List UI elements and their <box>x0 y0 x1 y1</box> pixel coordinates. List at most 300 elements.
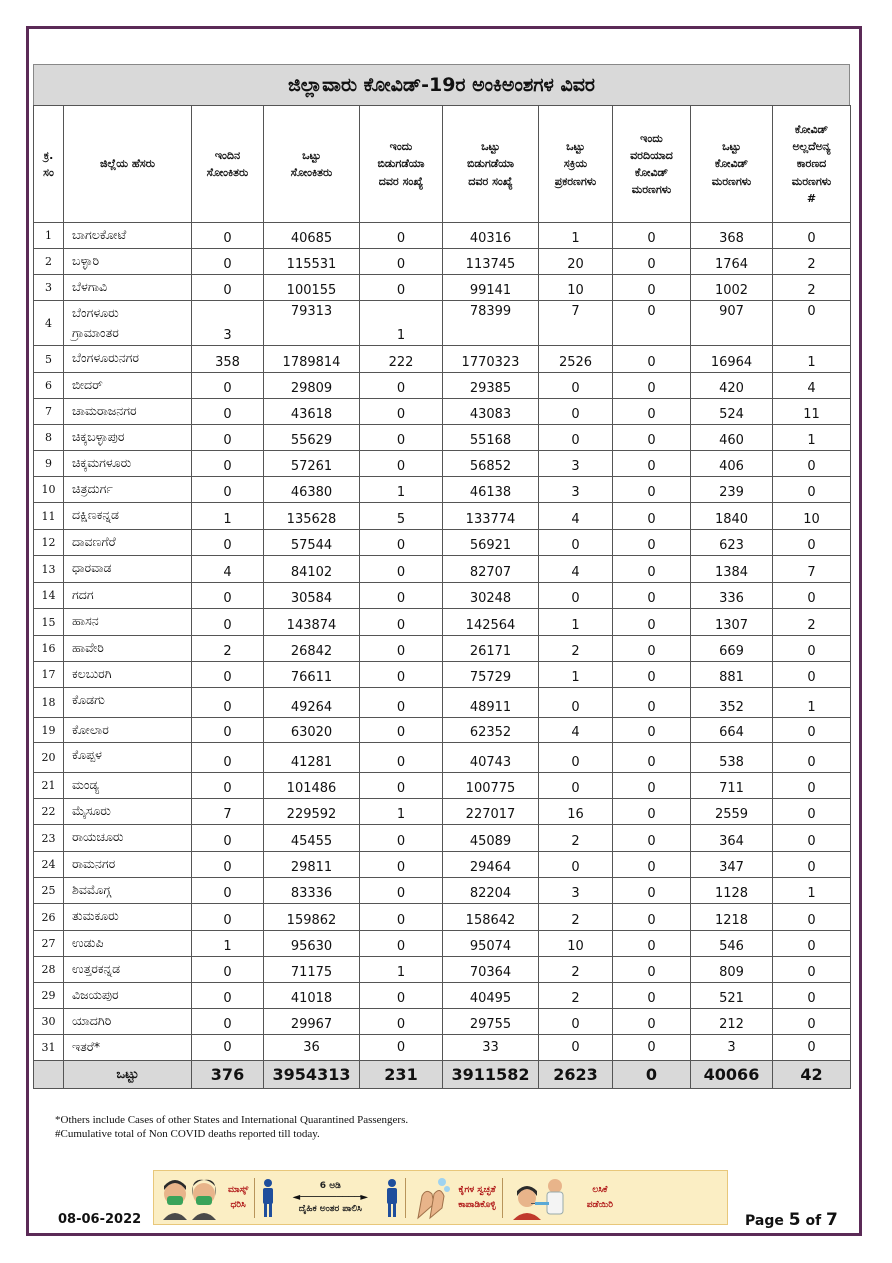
cell-today-deaths: 0 <box>613 301 691 346</box>
cell-today-discharged: 0 <box>360 636 443 662</box>
row-district <box>64 275 192 301</box>
header-line: ವರದಿಯಾದ <box>630 148 673 162</box>
cell-total-positive: 95630 <box>264 931 360 957</box>
cell-today-deaths: 0 <box>613 530 691 556</box>
district-name-line: ಬೀದರ್ <box>72 377 103 392</box>
footnote-others: *Others include Cases of other States and International Quarantined Passengers. <box>55 1114 409 1126</box>
banner-mask-section <box>154 1171 254 1224</box>
cell-non-covid-deaths: 4 <box>773 373 851 399</box>
cell-total-positive: 40685 <box>264 223 360 249</box>
cell-total-discharged: 99141 <box>443 275 539 301</box>
cell-total-positive: 26842 <box>264 636 360 662</box>
cell-today-positive: 0 <box>192 425 264 451</box>
double-arrow-icon: ◄──────────► <box>292 1191 369 1203</box>
header-line: ಮರಣಗಳು <box>711 174 752 188</box>
cell-total-deaths: 1764 <box>691 249 773 275</box>
cell-total-positive: 84102 <box>264 556 360 583</box>
row-district <box>64 249 192 275</box>
cell-today-discharged: 0 <box>360 1009 443 1035</box>
row-serial: 3 <box>34 275 64 301</box>
cell-total-deaths: 352 <box>691 688 773 718</box>
district-name-line: ಧಾರವಾಡ <box>72 560 112 575</box>
cell-total-discharged: 133774 <box>443 503 539 530</box>
cell-non-covid-deaths: 2 <box>773 275 851 301</box>
row-serial: 29 <box>34 983 64 1009</box>
cell-non-covid-deaths: 0 <box>773 530 851 556</box>
row-district <box>64 983 192 1009</box>
cell-today-positive: 0 <box>192 825 264 852</box>
row-serial: 21 <box>34 773 64 799</box>
vaccination-icon <box>509 1176 571 1220</box>
cell-today-positive: 0 <box>192 451 264 477</box>
row-district <box>64 609 192 636</box>
cell-active: 2 <box>539 904 613 931</box>
cell-today-discharged: 0 <box>360 556 443 583</box>
cell-today-deaths: 0 <box>613 931 691 957</box>
cell-today-discharged: 0 <box>360 878 443 904</box>
cell-total-deaths: 364 <box>691 825 773 852</box>
cell-active: 20 <box>539 249 613 275</box>
row-district <box>64 477 192 503</box>
cell-today-deaths: 0 <box>613 249 691 275</box>
header-today-positive <box>192 106 264 223</box>
district-name-line: ಯಾದಗಿರಿ <box>72 1013 112 1028</box>
cell-total-discharged: 29464 <box>443 852 539 878</box>
banner-hands-section <box>406 1171 501 1224</box>
row-serial: 10 <box>34 477 64 503</box>
district-name-line: ಗ್ರಾಮಾಂತರ <box>72 325 119 340</box>
cell-today-positive: 0 <box>192 399 264 425</box>
table-row <box>34 556 851 583</box>
district-name-line: ಚಿತ್ರದುರ್ಗ <box>72 481 113 496</box>
header-line: ಸೋಂಕಿತರು <box>290 166 333 179</box>
cell-total-discharged: 95074 <box>443 931 539 957</box>
cell-total-positive: 30584 <box>264 583 360 609</box>
row-district <box>64 1035 192 1061</box>
cell-total-discharged: 1770323 <box>443 346 539 373</box>
row-serial: 27 <box>34 931 64 957</box>
cell-today-positive: 0 <box>192 773 264 799</box>
cell-today-discharged: 0 <box>360 1035 443 1061</box>
cell-total-positive: 49264 <box>264 688 360 718</box>
cell-total-positive: 159862 <box>264 904 360 931</box>
cell-today-discharged: 222 <box>360 346 443 373</box>
cell-today-discharged: 0 <box>360 825 443 852</box>
table-row <box>34 583 851 609</box>
row-district <box>64 662 192 688</box>
district-name-line: ಉಡುಪಿ <box>72 935 104 950</box>
cell-non-covid-deaths: 1 <box>773 878 851 904</box>
cell-today-deaths: 0 <box>613 275 691 301</box>
cell-total-deaths: 406 <box>691 451 773 477</box>
cell-today-deaths: 0 <box>613 662 691 688</box>
cell-today-deaths: 0 <box>613 636 691 662</box>
cell-today-deaths: 0 <box>613 609 691 636</box>
person-left-icon <box>261 1178 275 1218</box>
row-district <box>64 530 192 556</box>
header-line: ಇಂದು <box>389 140 413 154</box>
cell-total-deaths: 809 <box>691 957 773 983</box>
cell-total-deaths: 521 <box>691 983 773 1009</box>
cell-non-covid-deaths: 0 <box>773 636 851 662</box>
row-district <box>64 451 192 477</box>
row-serial: 30 <box>34 1009 64 1035</box>
cell-total-deaths: 212 <box>691 1009 773 1035</box>
cell-total-deaths: 664 <box>691 718 773 743</box>
district-name-line: ಹಾವೇರಿ <box>72 640 104 655</box>
district-name-line: ಹಾಸನ <box>72 613 99 628</box>
cell-non-covid-deaths: 0 <box>773 1035 851 1061</box>
table-row <box>34 743 851 773</box>
cell-total-discharged: 43083 <box>443 399 539 425</box>
header-line: ಒಟ್ಟು <box>302 148 321 162</box>
table-row <box>34 275 851 301</box>
row-district <box>64 1009 192 1035</box>
cell-non-covid-deaths: 0 <box>773 773 851 799</box>
cell-active: 2526 <box>539 346 613 373</box>
row-district <box>64 718 192 743</box>
header-line: ಒಟ್ಟು <box>566 140 585 154</box>
cell-non-covid-deaths: 0 <box>773 301 851 346</box>
header-line: ಸೋಂಕಿತರು <box>206 166 249 179</box>
cell-today-discharged: 0 <box>360 688 443 718</box>
page-indicator: Page 5 of 7 <box>745 1210 838 1230</box>
row-serial: 16 <box>34 636 64 662</box>
header-line: ಜಿಲ್ಲೆಯ ಹೆಸರು <box>99 157 156 171</box>
header-line: ಕಾರಣದ <box>796 157 827 171</box>
cell-total-discharged: 29755 <box>443 1009 539 1035</box>
cell-total-positive: 135628 <box>264 503 360 530</box>
total-sl-cell <box>34 1061 64 1089</box>
cell-non-covid-deaths: 11 <box>773 399 851 425</box>
cell-today-positive: 0 <box>192 373 264 399</box>
cell-today-positive: 0 <box>192 852 264 878</box>
cell-total-deaths: 2559 <box>691 799 773 825</box>
cell-today-discharged: 0 <box>360 662 443 688</box>
row-district <box>64 957 192 983</box>
row-serial: 22 <box>34 799 64 825</box>
row-district <box>64 399 192 425</box>
cell-non-covid-deaths: 1 <box>773 688 851 718</box>
district-name-line: ಚಿಕ್ಕಬಳ್ಳಾಪುರ <box>72 429 125 444</box>
district-name-line: ದಕ್ಷಿಣಕನ್ನಡ <box>72 507 119 522</box>
cell-today-discharged: 1 <box>360 301 443 346</box>
table-row <box>34 301 851 346</box>
cell-total-positive: 29967 <box>264 1009 360 1035</box>
header-today-discharged <box>360 106 443 223</box>
total-total-deaths: 40066 <box>691 1061 773 1089</box>
cell-today-deaths: 0 <box>613 718 691 743</box>
row-serial: 19 <box>34 718 64 743</box>
row-district <box>64 583 192 609</box>
cell-today-positive: 0 <box>192 662 264 688</box>
row-serial: 28 <box>34 957 64 983</box>
cell-today-discharged: 0 <box>360 609 443 636</box>
header-total-discharged <box>443 106 539 223</box>
cell-total-deaths: 524 <box>691 399 773 425</box>
row-serial: 24 <box>34 852 64 878</box>
row-district <box>64 425 192 451</box>
cell-total-positive: 57261 <box>264 451 360 477</box>
total-total-discharged: 3911582 <box>443 1061 539 1089</box>
header-line: # <box>806 191 817 205</box>
cell-non-covid-deaths: 0 <box>773 583 851 609</box>
cell-active: 3 <box>539 878 613 904</box>
row-district <box>64 636 192 662</box>
cell-total-discharged: 158642 <box>443 904 539 931</box>
row-district <box>64 373 192 399</box>
table-row <box>34 477 851 503</box>
row-serial: 4 <box>34 301 64 346</box>
table-row <box>34 931 851 957</box>
header-line: ಮರಣಗಳು <box>791 174 832 188</box>
header-line: ಕೋವಿಡ್ <box>794 123 829 137</box>
district-name-line: ಕೋಲಾರ <box>72 722 109 737</box>
cell-today-discharged: 0 <box>360 718 443 743</box>
district-name-line: ಬೆಂಗಳೂರು <box>72 305 119 320</box>
covid-appropriate-behaviour-banner <box>153 1170 728 1225</box>
district-covid-table <box>33 105 851 1089</box>
cell-total-deaths: 623 <box>691 530 773 556</box>
cell-today-positive: 0 <box>192 878 264 904</box>
cell-total-positive: 1789814 <box>264 346 360 373</box>
cell-total-positive: 143874 <box>264 609 360 636</box>
cell-today-discharged: 0 <box>360 249 443 275</box>
total-non-covid-deaths: 42 <box>773 1061 851 1089</box>
cell-non-covid-deaths: 10 <box>773 503 851 530</box>
cell-non-covid-deaths: 7 <box>773 556 851 583</box>
row-serial: 2 <box>34 249 64 275</box>
cell-non-covid-deaths: 0 <box>773 931 851 957</box>
cell-total-positive: 63020 <box>264 718 360 743</box>
header-line: ಇಂದಿನ <box>214 148 241 162</box>
district-name-line: ಚಿಕ್ಕಮಗಳೂರು <box>72 455 132 470</box>
district-name-line: ವಿಜಯಪುರ <box>72 987 119 1002</box>
header-non-covid-deaths <box>773 106 851 223</box>
row-serial: 31 <box>34 1035 64 1061</box>
header-line: ಮರಣಗಳು <box>631 183 672 197</box>
cell-total-positive: 41018 <box>264 983 360 1009</box>
table-row <box>34 852 851 878</box>
table-row <box>34 718 851 743</box>
cell-active: 0 <box>539 773 613 799</box>
table-header-row <box>34 106 851 223</box>
cell-active: 0 <box>539 688 613 718</box>
report-date: 08-06-2022 <box>58 1212 142 1227</box>
cell-today-discharged: 1 <box>360 799 443 825</box>
cell-active: 0 <box>539 399 613 425</box>
table-title: ಜಿಲ್ಲಾವಾರು ಕೋವಿಡ್-19ರ ಅಂಕಿಅಂಶಗಳ ವಿವರ <box>33 64 850 106</box>
cell-non-covid-deaths: 0 <box>773 477 851 503</box>
cell-today-positive: 7 <box>192 799 264 825</box>
total-row <box>34 1061 851 1089</box>
row-district <box>64 346 192 373</box>
row-serial: 9 <box>34 451 64 477</box>
cell-non-covid-deaths: 2 <box>773 249 851 275</box>
row-district <box>64 223 192 249</box>
cell-non-covid-deaths: 1 <box>773 425 851 451</box>
cell-total-discharged: 40316 <box>443 223 539 249</box>
cell-total-positive: 36 <box>264 1035 360 1061</box>
cell-total-deaths: 3 <box>691 1035 773 1061</box>
header-district <box>64 106 192 223</box>
header-line: ಇಂದು <box>640 131 663 145</box>
cell-total-discharged: 113745 <box>443 249 539 275</box>
cell-active: 0 <box>539 852 613 878</box>
cell-active: 0 <box>539 425 613 451</box>
cell-today-discharged: 0 <box>360 223 443 249</box>
header-line: ಒಟ್ಟು <box>481 140 500 154</box>
row-serial: 23 <box>34 825 64 852</box>
cell-total-positive: 76611 <box>264 662 360 688</box>
cell-today-discharged: 0 <box>360 852 443 878</box>
row-serial: 20 <box>34 743 64 773</box>
cell-non-covid-deaths: 0 <box>773 799 851 825</box>
table-row <box>34 346 851 373</box>
cell-today-deaths: 0 <box>613 503 691 530</box>
cell-today-positive: 1 <box>192 931 264 957</box>
cell-today-deaths: 0 <box>613 688 691 718</box>
distance-caption: 6 ಅಡಿ ◄──────────► ದೈಹಿಕ ಅಂತರ ಪಾಲಿಸಿ <box>275 1179 385 1217</box>
cell-today-positive: 358 <box>192 346 264 373</box>
row-serial: 14 <box>34 583 64 609</box>
row-serial: 26 <box>34 904 64 931</box>
cell-today-discharged: 0 <box>360 743 443 773</box>
cell-today-positive: 0 <box>192 1035 264 1061</box>
table-row <box>34 530 851 556</box>
cell-today-positive: 3 <box>192 301 264 346</box>
total-today-deaths: 0 <box>613 1061 691 1089</box>
cell-total-discharged: 82707 <box>443 556 539 583</box>
cell-today-positive: 2 <box>192 636 264 662</box>
district-name-line: ಬೆಳಗಾವಿ <box>72 279 108 294</box>
cell-non-covid-deaths: 0 <box>773 451 851 477</box>
district-name-line: ರಾಮನಗರ <box>72 856 116 871</box>
row-district <box>64 773 192 799</box>
cell-total-deaths: 1218 <box>691 904 773 931</box>
table-row <box>34 662 851 688</box>
cell-total-discharged: 40743 <box>443 743 539 773</box>
cell-non-covid-deaths: 2 <box>773 609 851 636</box>
cell-today-discharged: 0 <box>360 773 443 799</box>
cell-active: 4 <box>539 718 613 743</box>
cell-non-covid-deaths: 0 <box>773 662 851 688</box>
cell-non-covid-deaths: 0 <box>773 718 851 743</box>
cell-active: 3 <box>539 451 613 477</box>
cell-non-covid-deaths: 1 <box>773 346 851 373</box>
cell-today-positive: 0 <box>192 743 264 773</box>
cell-total-deaths: 881 <box>691 662 773 688</box>
cell-today-discharged: 1 <box>360 477 443 503</box>
cell-total-positive: 79313 <box>264 301 360 346</box>
table-row <box>34 1009 851 1035</box>
row-district <box>64 556 192 583</box>
table-row <box>34 223 851 249</box>
cell-total-discharged: 46138 <box>443 477 539 503</box>
cell-non-covid-deaths: 0 <box>773 743 851 773</box>
cell-total-deaths: 1840 <box>691 503 773 530</box>
district-name-line: ಬಾಗಲಕೋಟೆ <box>72 227 127 242</box>
cell-today-deaths: 0 <box>613 223 691 249</box>
cell-today-positive: 0 <box>192 983 264 1009</box>
cell-total-discharged: 40495 <box>443 983 539 1009</box>
cell-today-discharged: 0 <box>360 399 443 425</box>
cell-total-discharged: 56852 <box>443 451 539 477</box>
district-name-line: ಉತ್ತರಕನ್ನಡ <box>72 961 121 976</box>
cell-total-positive: 229592 <box>264 799 360 825</box>
cell-today-positive: 0 <box>192 275 264 301</box>
header-line: ದವರ ಸಂಖ್ಯೆ <box>378 174 424 188</box>
row-district <box>64 931 192 957</box>
cell-today-positive: 0 <box>192 477 264 503</box>
cell-today-discharged: 0 <box>360 451 443 477</box>
table-row <box>34 799 851 825</box>
cell-active: 0 <box>539 1035 613 1061</box>
district-name-line: ಮೈಸೂರು <box>72 803 111 818</box>
header-line: ಕೋವಿಡ್ <box>634 166 669 179</box>
cell-total-discharged: 100775 <box>443 773 539 799</box>
district-name-line: ಇತರೆ* <box>72 1039 101 1054</box>
cell-total-positive: 100155 <box>264 275 360 301</box>
table-row <box>34 825 851 852</box>
cell-active: 2 <box>539 983 613 1009</box>
district-name-line: ದಾವಣಗೆರೆ <box>72 534 116 549</box>
header-line: ಕೋವಿಡ್ <box>714 157 749 171</box>
header-line: ಒಟ್ಟು <box>722 140 741 154</box>
cell-today-deaths: 0 <box>613 346 691 373</box>
cell-total-discharged: 33 <box>443 1035 539 1061</box>
cell-total-positive: 101486 <box>264 773 360 799</box>
district-name-line: ಗದಗ <box>72 587 94 602</box>
page-total: 7 <box>826 1210 838 1230</box>
cell-total-discharged: 142564 <box>443 609 539 636</box>
header-line: ಕ್ರ. <box>43 148 54 162</box>
row-district <box>64 743 192 773</box>
cell-total-discharged: 26171 <box>443 636 539 662</box>
cell-active: 1 <box>539 662 613 688</box>
cell-today-discharged: 0 <box>360 275 443 301</box>
cell-today-discharged: 0 <box>360 904 443 931</box>
cell-non-covid-deaths: 0 <box>773 957 851 983</box>
row-district <box>64 688 192 718</box>
cell-total-deaths: 546 <box>691 931 773 957</box>
row-serial: 5 <box>34 346 64 373</box>
cell-today-positive: 0 <box>192 530 264 556</box>
cell-total-discharged: 30248 <box>443 583 539 609</box>
cell-total-discharged: 75729 <box>443 662 539 688</box>
cell-total-positive: 29809 <box>264 373 360 399</box>
header-sl <box>34 106 64 223</box>
cell-total-deaths: 239 <box>691 477 773 503</box>
total-today-discharged: 231 <box>360 1061 443 1089</box>
cell-active: 2 <box>539 636 613 662</box>
table-row <box>34 957 851 983</box>
cell-total-deaths: 538 <box>691 743 773 773</box>
cell-total-deaths: 1002 <box>691 275 773 301</box>
row-serial: 13 <box>34 556 64 583</box>
cell-total-positive: 57544 <box>264 530 360 556</box>
table-row <box>34 878 851 904</box>
cell-active: 10 <box>539 275 613 301</box>
district-name-line: ಶಿವಮೊಗ್ಗ <box>72 882 111 897</box>
cell-today-positive: 1 <box>192 503 264 530</box>
person-right-icon <box>385 1178 399 1218</box>
cell-today-discharged: 0 <box>360 983 443 1009</box>
district-name-line: ಮಂಡ್ಯ <box>72 777 100 792</box>
cell-active: 16 <box>539 799 613 825</box>
header-active <box>539 106 613 223</box>
row-serial: 12 <box>34 530 64 556</box>
